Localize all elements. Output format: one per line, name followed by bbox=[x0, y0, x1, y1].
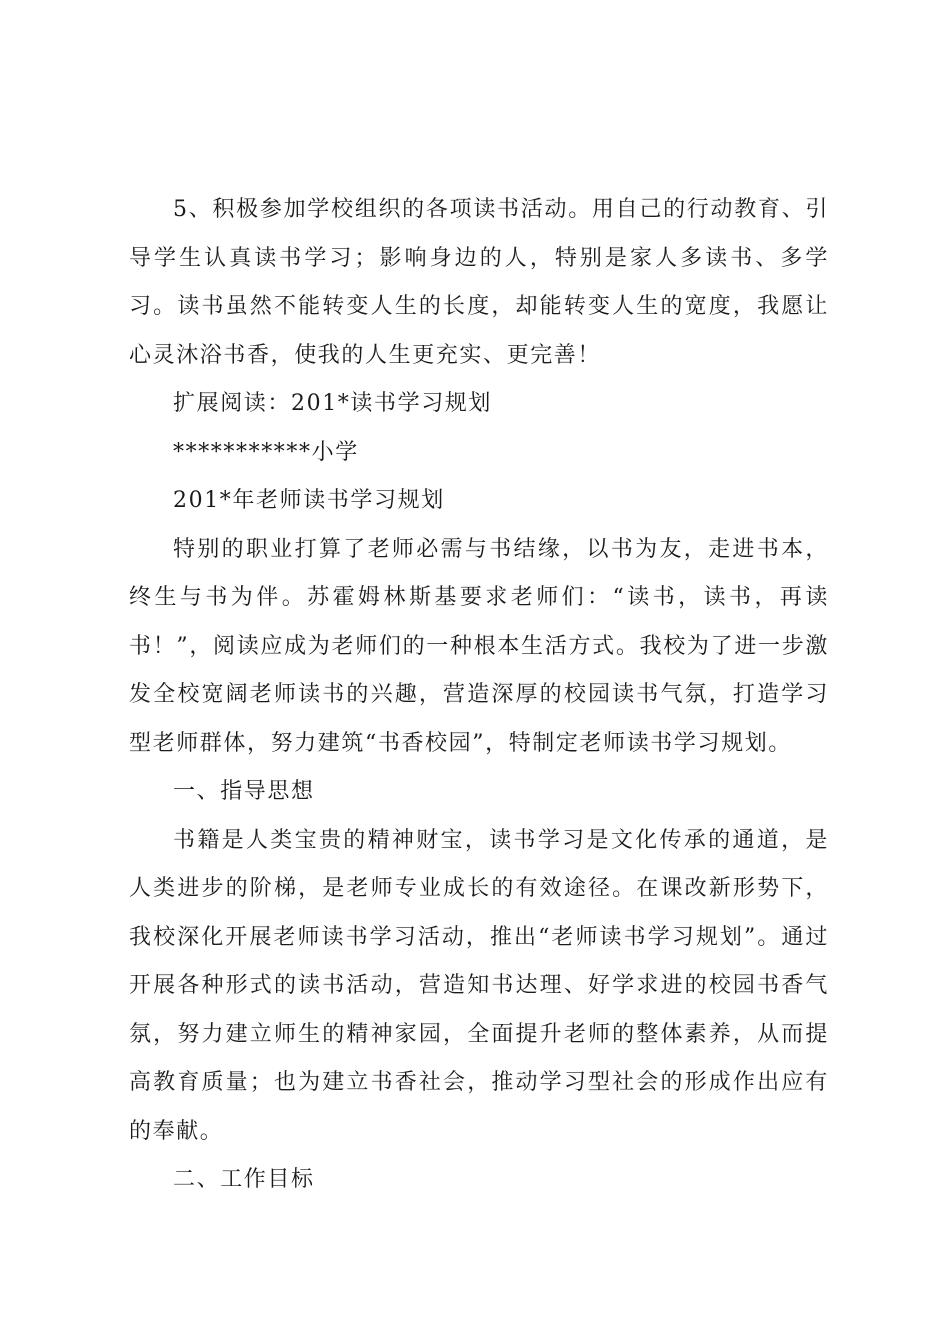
extended-reading-heading: 扩展阅读：201*读书学习规划 bbox=[173, 391, 492, 416]
section-heading-work-goals: 二、工作目标 bbox=[173, 1167, 315, 1192]
school-name: ***********小学 bbox=[173, 439, 359, 465]
paragraph-reading-activities: 5、积极参加学校组织的各项读书活动。用自己的行动教育、引导学生认真读书学习；影响身边的人，特别是家人多读书、多学习。读书虽然不能转变人生的长度，却能转变人生的宽度，我愿让心灵沐浴书香，使我的人生更充实、更完善！ bbox=[129, 197, 829, 368]
paragraph-guiding-ideology: 书籍是人类宝贵的精神财宝，读书学习是文化传承的通道，是人类进步的阶梯，是老师专业成长的有效途径。在课改新形势下，我校深化开展老师读书学习活动，推出“老师读书学习规划”。通过开展各种形式的读书活动，营造知书达理、好学求进的校园书香气氛，努力建立师生的精神家园，全面提升老师的整体素养，从而提高教育质量；也为建立书香社会，推动学习型社会的形成作出应有的奉献。 bbox=[129, 827, 829, 1144]
plan-title: 201*年老师读书学习规划 bbox=[173, 488, 445, 513]
document-body bbox=[129, 186, 829, 1205]
section-heading-guiding-ideology: 一、指导思想 bbox=[173, 779, 315, 804]
paragraph-introduction: 特别的职业打算了老师必需与书结缘，以书为友，走进书本，终生与书为伴。苏霍姆林斯基要求老师们：“读书，读书，再读书！”，阅读应成为老师们的一种根本生活方式。我校为了进一步激发全校宽阔老师读书的兴趣，营造深厚的校园读书气氛，打造学习型老师群体，努力建筑“书香校园”，特制定老师读书学习规划。 bbox=[129, 536, 829, 756]
